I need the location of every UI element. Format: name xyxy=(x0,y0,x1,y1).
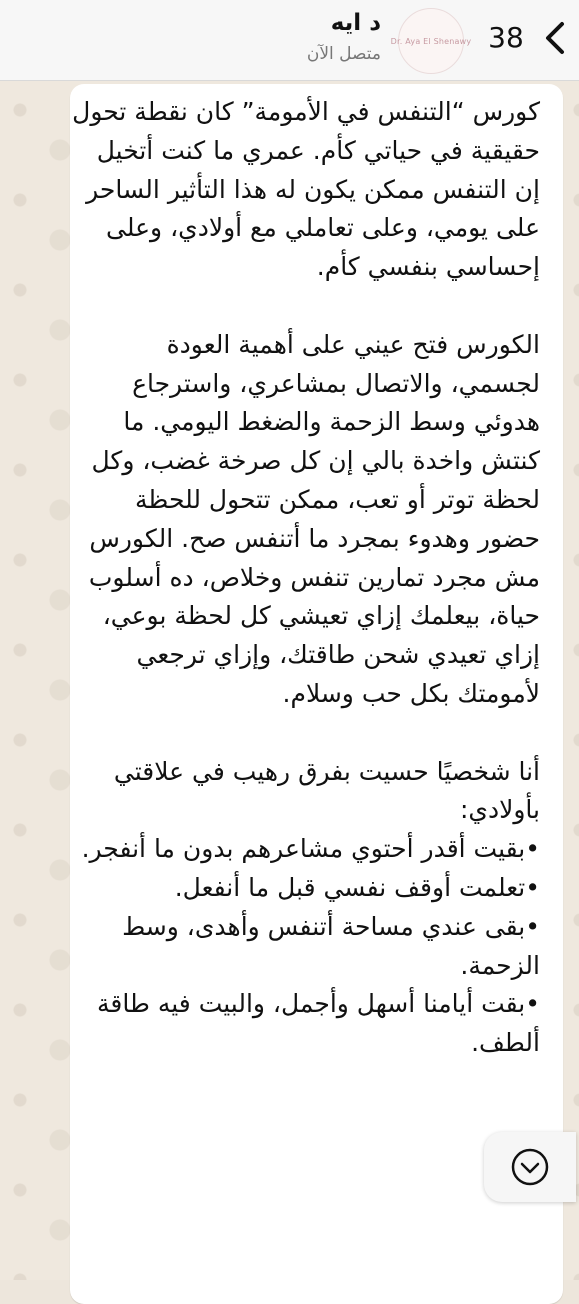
avatar-text: Dr. Aya El Shenawy xyxy=(390,36,472,46)
avatar[interactable] xyxy=(390,8,472,74)
message-paragraph: أنا شخصيًا حسيت بفرق رهيب في علاقتي بأولادي: xyxy=(113,756,540,825)
bullet-item: •بقى عندي مساحة أتنفس وأهدى، وسط الزحمة. xyxy=(122,911,540,980)
paragraph-gap xyxy=(70,287,540,326)
back-button[interactable] xyxy=(535,18,575,58)
message-paragraph: الكورس فتح عيني على أهمية العودة لجسمي، والاتصال بمشاعري، واسترجاع هدوئي وسط الزحمة والضغط اليومي. ما كنتش واخدة بالي إن كل صرخة غضب، وكل لحظة توتر أو تعب، ممكن تتحول للحظة حضور وهدوء بمجرد ما أتنفس صح. الكورس مش مجرد تمارين تنفس وخلاص، ده أسلوب حياة، بيعلمك إزاي تعيشي كل لحظة بوعي، إزاي تعيدي شحن طاقتك، وإزاي ترجعي لأمومتك بكل حب وسلام. xyxy=(88,329,540,708)
bullet-item: •بقيت أقدر أحتوي مشاعرهم بدون ما أنفجر. xyxy=(81,834,540,864)
scroll-down-button[interactable] xyxy=(484,1132,576,1202)
unread-count[interactable]: 38 xyxy=(488,21,524,54)
chat-header xyxy=(0,0,579,81)
message-text xyxy=(70,93,540,1063)
paragraph-gap xyxy=(70,714,540,753)
chevron-down-circle-icon xyxy=(510,1147,550,1187)
chevron-left-icon xyxy=(544,21,566,55)
bullet-item: •بقت أيامنا أسهل وأجمل، والبيت فيه طاقة ألطف. xyxy=(97,989,540,1058)
message-paragraph: كورس “التنفس في الأمومة” كان نقطة تحول حقيقية في حياتي كأم. عمري ما كنت أتخيل إن التنفس ممكن يكون له هذا التأثير الساحر على يومي، وعلى تعاملي مع أولادي، وعلى إحساسي بنفسي كأم. xyxy=(72,97,540,282)
contact-name[interactable]: د ايه xyxy=(330,10,381,36)
contact-status: متصل الآن xyxy=(306,44,381,64)
bullet-item: •تعلمت أوقف نفسي قبل ما أنفعل. xyxy=(174,872,540,902)
